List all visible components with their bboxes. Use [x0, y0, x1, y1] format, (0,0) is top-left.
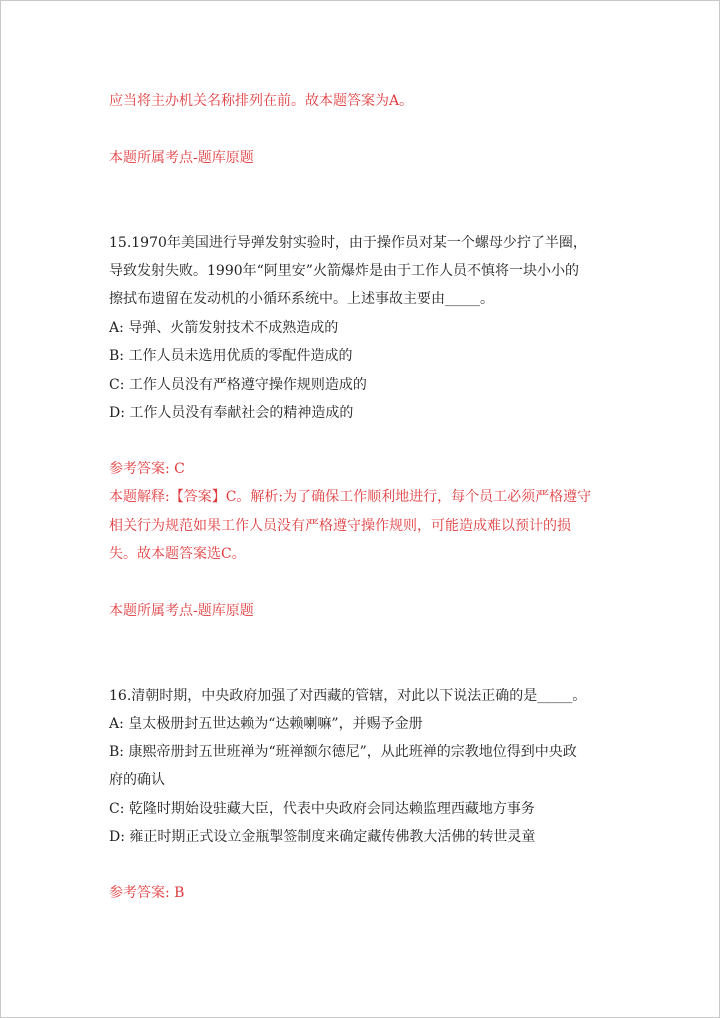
- q15-answer: 参考答案: C: [109, 461, 185, 477]
- q16-stem-line-1: 16.清朝时期，中央政府加强了对西藏的管辖，对此以下说法正确的是_____。: [109, 688, 587, 704]
- q16-answer: 参考答案: B: [109, 885, 185, 901]
- q15-option-c: C: 工作人员没有严格遵守操作规则造成的: [109, 377, 367, 393]
- q15-option-a: A: 导弹、火箭发射技术不成熟造成的: [109, 320, 339, 336]
- q15-stem-line-1: 15.1970年美国进行导弹发射实验时，由于操作员对某一个螺母少拧了半圈，: [109, 235, 587, 251]
- q16-option-b-line-2: 府的确认: [109, 772, 165, 788]
- q16-option-c: C: 乾隆时期始设驻藏大臣，代表中央政府会同达赖监理西藏地方事务: [109, 801, 535, 817]
- q16-option-a: A: 皇太极册封五世达赖为“达赖喇嘛”，并赐予金册: [109, 716, 423, 732]
- q15-option-b: B: 工作人员未选用优质的零配件造成的: [109, 348, 353, 364]
- q15-explanation-line-2: 相关行为规范如果工作人员没有严格遵守操作规则，可能造成难以预计的损: [109, 518, 571, 534]
- previous-source-note: 本题所属考点-题库原题: [109, 150, 254, 166]
- previous-explanation-tail: 应当将主办机关名称排列在前。故本题答案为A。: [109, 93, 414, 109]
- q15-explanation-line-3: 失。故本题答案选C。: [109, 546, 246, 562]
- q15-stem-line-3: 擦拭布遗留在发动机的小循环系统中。上述事故主要由_____。: [109, 291, 494, 307]
- q16-option-b-line-1: B: 康熙帝册封五世班禅为“班禅额尔德尼”，从此班禅的宗教地位得到中央政: [109, 744, 577, 760]
- q15-option-d: D: 工作人员没有奉献社会的精神造成的: [109, 405, 354, 421]
- q16-option-d: D: 雍正时期正式设立金瓶掣签制度来确定藏传佛教大活佛的转世灵童: [109, 829, 536, 845]
- q15-stem-line-2: 导致发射失败。1990年“阿里安”火箭爆炸是由于工作人员不慎将一块小小的: [109, 263, 579, 279]
- q15-source-note: 本题所属考点-题库原题: [109, 603, 254, 619]
- q15-explanation-line-1: 本题解释:【答案】C。解析:为了确保工作顺利地进行，每个员工必须严格遵守: [109, 489, 592, 505]
